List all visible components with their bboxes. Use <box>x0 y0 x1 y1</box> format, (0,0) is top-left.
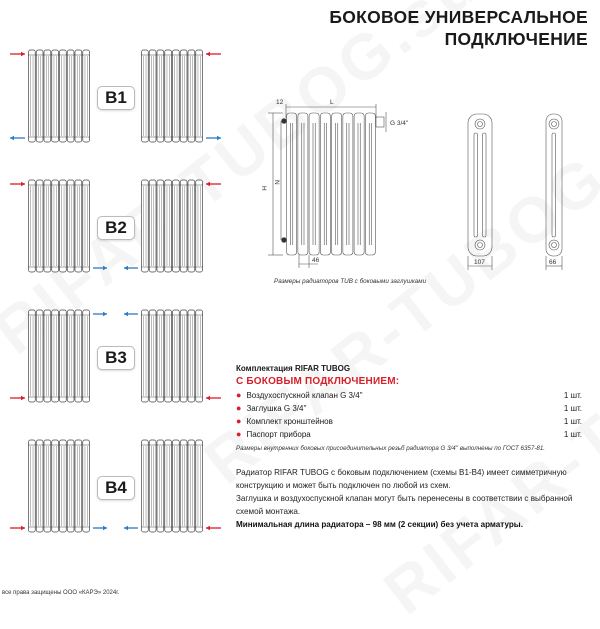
kit-item-name: Заглушка G 3/4'' <box>246 404 307 413</box>
radiator-section <box>165 440 172 532</box>
radiator-section <box>149 180 156 272</box>
bullet-icon: ● <box>236 429 242 439</box>
kit-item-name: Воздухоспускной клапан G 3/4'' <box>246 391 363 400</box>
kit-item-name: Комплект кронштейнов <box>246 417 333 426</box>
radiator-section <box>180 310 187 402</box>
kit-subtitle: С БОКОВЫМ ПОДКЛЮЧЕНИЕМ: <box>236 376 400 387</box>
radiator-section <box>44 310 51 402</box>
radiator-section <box>188 310 195 402</box>
thread-fitting <box>376 117 384 127</box>
radiator-section <box>320 113 330 255</box>
radiator-section <box>149 440 156 532</box>
radiator-section <box>75 310 82 402</box>
radiator-section <box>196 50 203 142</box>
radiator-section <box>75 440 82 532</box>
radiator-section <box>52 310 59 402</box>
radiator-section <box>67 180 74 272</box>
radiator-section <box>173 50 180 142</box>
radiator-section <box>44 180 51 272</box>
radiator-section <box>60 180 67 272</box>
radiator-section <box>287 113 297 255</box>
copyright: все права защищены ООО «КАРЭ» 2024г. <box>2 590 120 596</box>
radiator-section <box>142 440 149 532</box>
dim-l-label: L <box>330 99 334 106</box>
radiator-section <box>157 310 164 402</box>
radiator-section <box>165 180 172 272</box>
radiator-section <box>44 50 51 142</box>
scheme-badge: B4 <box>97 476 135 500</box>
radiator-section <box>75 50 82 142</box>
radiator-section <box>332 113 342 255</box>
radiator-section <box>142 180 149 272</box>
dim-46-label: 46 <box>312 257 320 264</box>
radiator-section <box>29 440 36 532</box>
radiator-section <box>196 180 203 272</box>
radiator-section <box>173 180 180 272</box>
radiator-section <box>196 440 203 532</box>
kit-section <box>236 364 582 452</box>
description-min-length: Минимальная длина радиатора – 98 мм (2 секции) без учета арматуры. <box>236 520 523 529</box>
dim-n-label: N <box>273 180 280 185</box>
radiator-section <box>157 440 164 532</box>
radiator-section <box>52 180 59 272</box>
scheme-badge: B2 <box>97 216 135 240</box>
radiator-section <box>157 180 164 272</box>
scheme-badge: B1 <box>97 86 135 110</box>
kit-item-name: Паспорт прибора <box>246 430 311 439</box>
radiator-section <box>36 50 43 142</box>
radiator-section <box>67 440 74 532</box>
radiator-section <box>196 310 203 402</box>
radiator-section <box>52 50 59 142</box>
bullet-icon: ● <box>236 416 242 426</box>
radiator-section <box>52 440 59 532</box>
radiator-section <box>29 310 36 402</box>
radiator-section <box>157 50 164 142</box>
dim-h-label: H <box>260 186 267 191</box>
kit-item <box>236 391 582 400</box>
radiator-section <box>180 440 187 532</box>
dim-12-label: 12 <box>276 99 284 106</box>
radiator-section <box>188 180 195 272</box>
bullet-icon: ● <box>236 403 242 413</box>
kit-item <box>236 404 582 413</box>
side-view-66 <box>546 114 562 256</box>
side-view-107 <box>468 114 492 256</box>
kit-item-qty: 1 шт. <box>563 430 582 439</box>
radiator-section <box>83 180 90 272</box>
technical-drawing <box>250 90 590 280</box>
radiator-section <box>83 50 90 142</box>
radiator-section <box>188 50 195 142</box>
kit-item <box>236 417 582 426</box>
kit-item-qty: 1 шт. <box>563 391 582 400</box>
radiator-section <box>165 50 172 142</box>
radiator-section <box>36 310 43 402</box>
radiator-section <box>60 440 67 532</box>
radiator-section <box>67 310 74 402</box>
radiator-section <box>29 180 36 272</box>
page-title <box>329 6 588 50</box>
radiator-section <box>343 113 353 255</box>
description-p2: Заглушка и воздухоспускной клапан могут быть перенесены в соответствии с выбранной схемой монтажа. <box>236 494 573 516</box>
title-line-2: ПОДКЛЮЧЕНИЕ <box>444 29 588 49</box>
radiator-section <box>83 310 90 402</box>
kit-title: Комплектация RIFAR TUBOG <box>236 364 351 373</box>
radiator-section <box>309 113 319 255</box>
radiator-section <box>165 310 172 402</box>
radiator-section <box>36 180 43 272</box>
radiator-section <box>173 440 180 532</box>
kit-note: Размеры внутренних боковых присоединительных резьб радиатора G 3/4'' выполнены по ГОСТ 6357-81. <box>236 445 545 452</box>
radiator-section <box>60 50 67 142</box>
radiator-section <box>142 310 149 402</box>
scheme-badge: B3 <box>97 346 135 370</box>
radiator-section <box>75 180 82 272</box>
radiator-section <box>36 440 43 532</box>
radiator-front-view <box>282 113 376 255</box>
drawing-caption: Размеры радиаторов TUB с боковыми заглушками <box>274 278 427 285</box>
radiator-section <box>149 50 156 142</box>
radiator-section <box>365 113 375 255</box>
radiator-section <box>44 440 51 532</box>
kit-item <box>236 430 582 439</box>
radiator-section <box>83 440 90 532</box>
description <box>236 466 584 531</box>
radiator-section <box>149 310 156 402</box>
radiator-section <box>354 113 364 255</box>
radiator-section <box>298 113 308 255</box>
radiator-section <box>180 50 187 142</box>
kit-item-qty: 1 шт. <box>563 404 582 413</box>
thread-label: G 3/4'' <box>390 120 409 127</box>
bullet-icon: ● <box>236 390 242 400</box>
dim-107-label: 107 <box>474 259 485 266</box>
radiator-section <box>180 180 187 272</box>
radiator-section <box>173 310 180 402</box>
radiator-section <box>188 440 195 532</box>
radiator-section <box>60 310 67 402</box>
title-line-1: БОКОВОЕ УНИВЕРСАЛЬНОЕ <box>329 7 588 27</box>
kit-item-qty: 1 шт. <box>563 417 582 426</box>
radiator-section <box>67 50 74 142</box>
description-p1: Радиатор RIFAR TUBOG с боковым подключением (схемы B1-B4) имеет симметричную конструкцию и может быть подключен по любой из схем. <box>236 468 567 490</box>
radiator-section <box>142 50 149 142</box>
radiator-section <box>29 50 36 142</box>
dim-66-label: 66 <box>549 259 557 266</box>
